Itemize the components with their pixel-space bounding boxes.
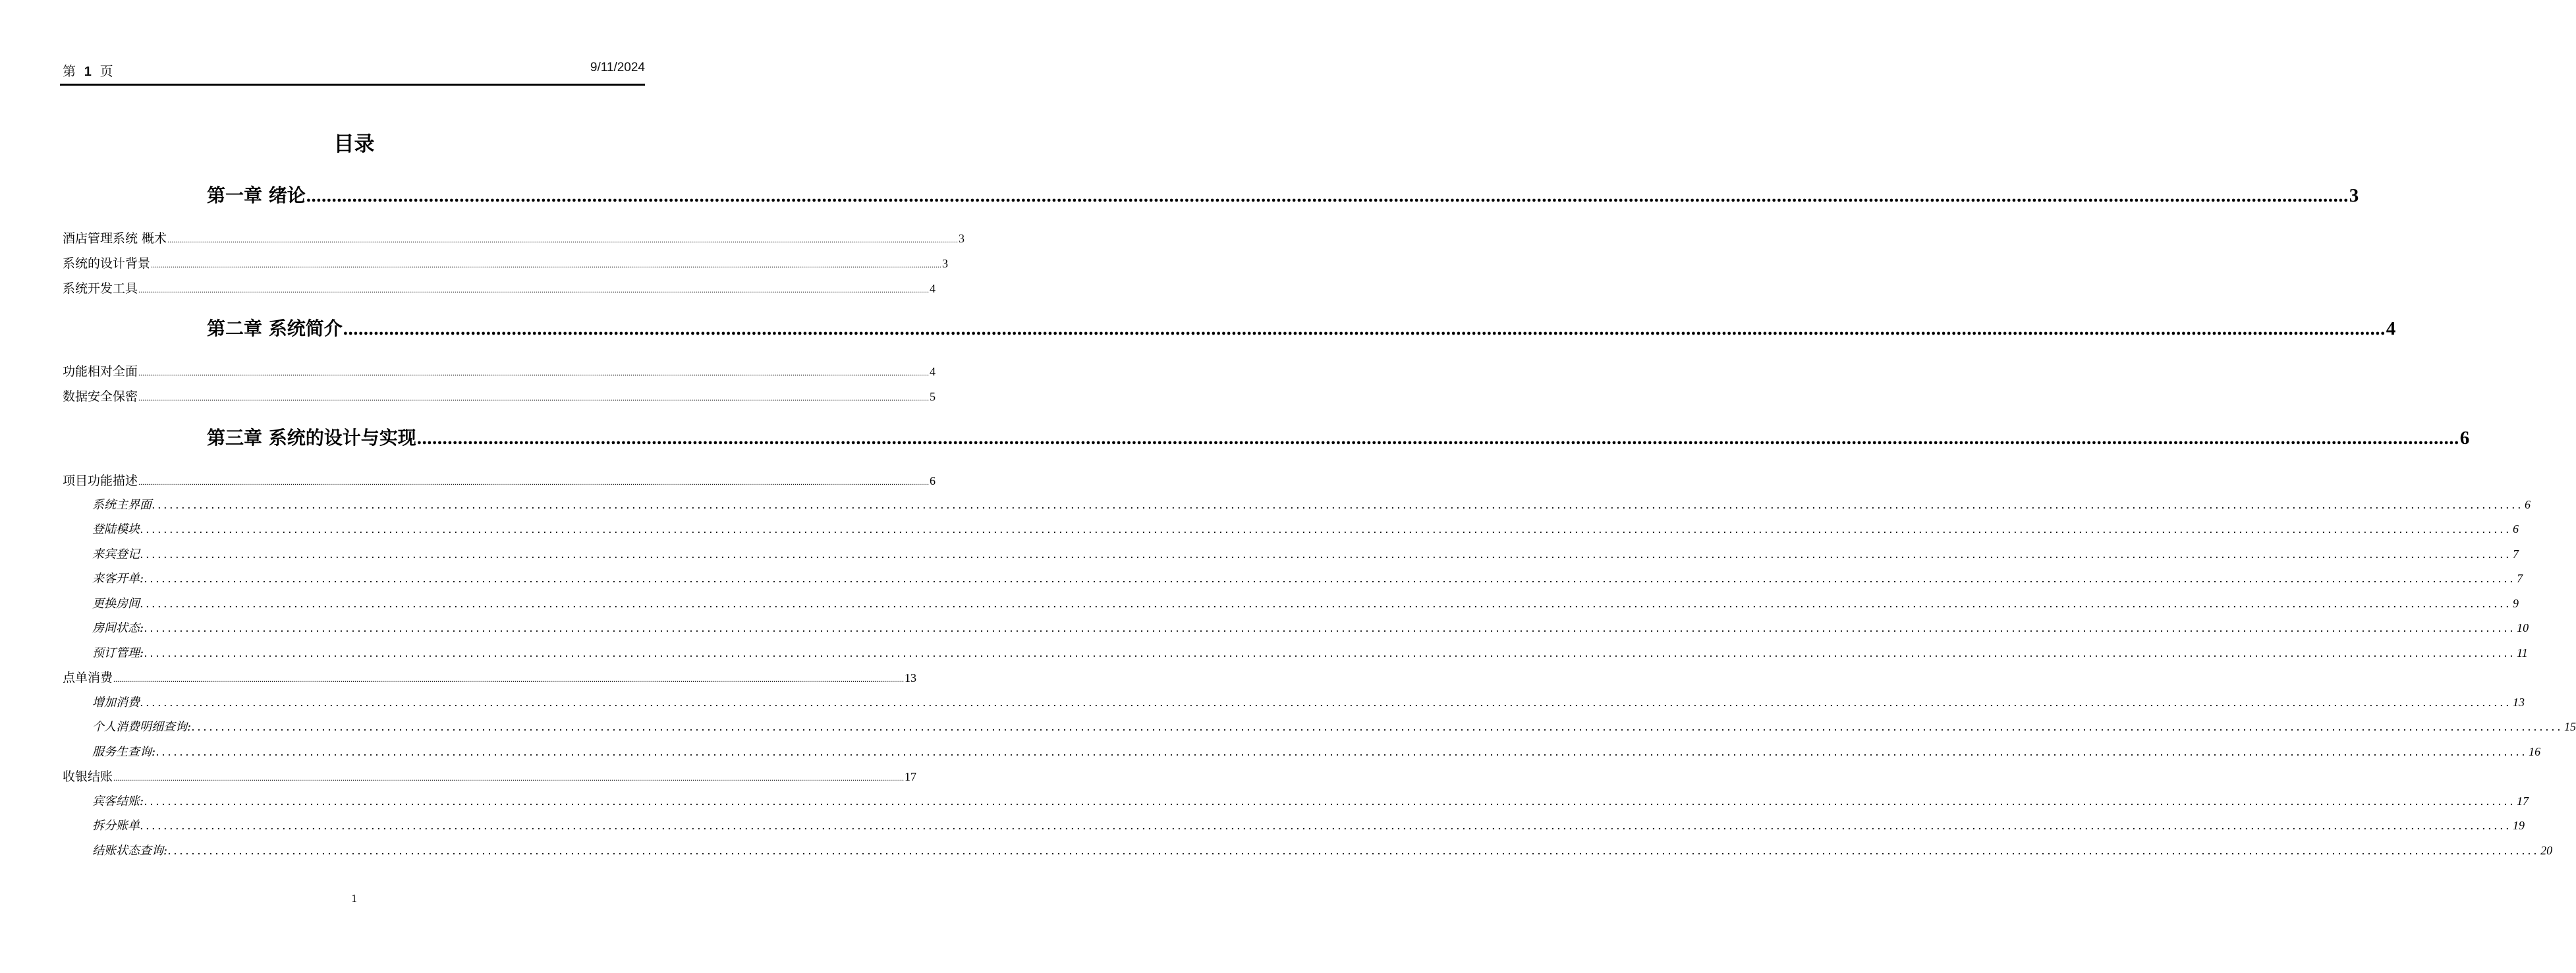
toc-entry-page: 4	[2386, 318, 2396, 339]
toc-entry-subsection[interactable]	[92, 816, 2525, 833]
toc-entry-subsection[interactable]	[92, 644, 2528, 661]
toc-entry-label: 第三章 系统的设计与实现	[207, 427, 416, 449]
header-page-number: 1	[84, 65, 92, 79]
toc-dot-leader: ................................................................................................................................................................................................................................................................................................................................................................................................................	[140, 547, 2512, 561]
toc-entry-subsection[interactable]	[92, 520, 2519, 537]
toc-entry-subsection[interactable]	[92, 693, 2525, 710]
toc-entry-label: 第一章 绪论	[207, 184, 306, 206]
toc-dot-leader: ................................................................................................................................................................................................................................................................................................................................................................................................................	[140, 522, 2512, 536]
toc-entry-label: 项目功能描述	[63, 474, 138, 488]
toc-entry-label: 拆分账单	[92, 819, 140, 833]
toc-dot-leader: ................................................................................................................................................................................................................................................................................................................................................................................................................	[156, 745, 2529, 758]
toc-entry-section[interactable]	[63, 229, 965, 246]
header-page-suffix: 页	[99, 63, 113, 79]
toc-entry-page: 15	[2564, 720, 2576, 733]
header-date: 9/11/2024	[590, 61, 645, 74]
toc-entry-label: 来客开单:	[92, 572, 144, 586]
toc-entry-label: 宾客结账:	[92, 794, 144, 808]
toc-dot-leader: ................................................................................................................................................................................................................................................................................................................................................................................................................	[192, 720, 2564, 733]
toc-entry-page: 19	[2513, 819, 2525, 832]
toc-dot-leader: ................................................................................................................................................................................................................................................................................................................................................................................................................	[144, 646, 2517, 659]
toc-entry-subsection[interactable]	[92, 545, 2519, 562]
toc-entry-label: 系统开发工具	[63, 281, 138, 296]
toc-entry-page: 16	[2529, 745, 2541, 758]
toc-entry-chapter[interactable]	[207, 424, 2470, 450]
toc-entry-subsection[interactable]	[92, 742, 2541, 760]
toc-title: 目录	[333, 132, 375, 156]
toc-entry-label: 功能相对全面	[63, 364, 138, 379]
toc-dot-leader: ................................................................................................................................................................................................................................................................................................................................................................................................................	[138, 368, 930, 377]
toc-entry-subsection[interactable]	[92, 841, 2553, 858]
toc-dot-leader: ................................................................................................................................................................................................................................................................................................................................................................................................................	[144, 794, 2517, 808]
toc-entry-label: 房间状态:	[92, 621, 144, 635]
toc-entry-page: 4	[930, 282, 936, 295]
toc-entry-label: 个人消费明细查询:	[92, 720, 192, 734]
toc-dot-leader: ................................................................................................................................................................................................................................................................................................................................................................................................................	[152, 498, 2524, 511]
toc-entry-page: 13	[2513, 696, 2525, 709]
toc-entry-page: 7	[2517, 572, 2523, 585]
toc-entry-subsection[interactable]	[92, 495, 2531, 513]
toc-entry-label: 酒店管理系统 概术	[63, 231, 167, 246]
toc-dot-leader: ................................................................................................................................................................................................................................................................................................................................................................................................................	[144, 621, 2517, 634]
toc-entry-section[interactable]	[63, 279, 936, 296]
toc-entry-chapter[interactable]	[207, 314, 2396, 341]
toc-entry-subsection[interactable]	[92, 717, 2576, 735]
toc-dot-leader: ................................................................................................................................................................................................................................................................................................................................................................................................................	[151, 260, 942, 269]
toc-entry-subsection[interactable]	[92, 619, 2529, 636]
toc-entry-label: 来宾登记	[92, 547, 140, 561]
toc-dot-leader: ................................................................................................................................................................................................................................................................................................................................................................................................................	[140, 819, 2512, 832]
header-page-prefix: 第	[63, 63, 76, 79]
toc-dot-leader: ................................................................................................................................................................................................................................................................................................................................................................................................................	[138, 478, 930, 487]
toc-entry-page: 7	[2513, 547, 2519, 561]
toc-dot-leader: ................................................................................................................................................................................................................................................................................................................................................................................................................	[168, 844, 2540, 857]
toc-dot-leader: ................................................................................................................................................................................................................................................................................................................................................................................................................	[138, 393, 930, 403]
toc-entry-page: 6	[2513, 522, 2519, 536]
toc-dot-leader: ................................................................................................................................................................................................................................................................................................................................................................................................................	[140, 597, 2512, 610]
toc-entry-label: 更换房间	[92, 597, 140, 611]
header-rule	[60, 84, 645, 86]
toc-entry-label: 服务生查询:	[92, 745, 156, 759]
toc-dot-leader: ................................................................................................................................................................................................................................................................................................................................................................................................................	[144, 572, 2517, 585]
toc-dot-leader: ................................................................................................................................................................................................................................................................................................................................................................................................................	[306, 185, 2349, 206]
toc-entry-label: 系统的设计背景	[63, 256, 151, 271]
toc-entry-page: 4	[930, 365, 936, 378]
toc-entry-section[interactable]	[63, 767, 917, 785]
header-page-indicator	[63, 61, 113, 80]
toc-dot-leader: ................................................................................................................................................................................................................................................................................................................................................................................................................	[113, 675, 905, 684]
toc-dot-leader: ................................................................................................................................................................................................................................................................................................................................................................................................................	[343, 318, 2386, 339]
toc-entry-page: 9	[2513, 597, 2519, 610]
toc-entry-label: 点单消费	[63, 671, 113, 685]
toc-entry-page: 3	[2349, 185, 2359, 206]
toc-entry-subsection[interactable]	[92, 792, 2529, 809]
toc-entry-section[interactable]	[63, 254, 949, 271]
toc-entry-label: 预订管理:	[92, 646, 144, 660]
toc-entry-section[interactable]	[63, 668, 917, 686]
toc-entry-page: 11	[2517, 646, 2528, 659]
toc-entry-label: 登陆模块	[92, 522, 140, 536]
toc-entry-label: 数据安全保密	[63, 389, 138, 404]
toc-entry-subsection[interactable]	[92, 569, 2523, 586]
toc-entry-page: 13	[905, 671, 917, 684]
toc-entry-label: 增加消费	[92, 696, 140, 709]
toc-entry-section[interactable]	[63, 387, 936, 404]
toc-entry-section[interactable]	[63, 362, 936, 379]
toc-dot-leader: ................................................................................................................................................................................................................................................................................................................................................................................................................	[140, 696, 2512, 709]
toc-entry-label: 收银结账	[63, 769, 113, 784]
toc-entry-page: 6	[2459, 428, 2470, 449]
toc-entry-page: 20	[2540, 844, 2553, 857]
toc-entry-subsection[interactable]	[92, 594, 2519, 611]
toc-entry-label: 系统主界面	[92, 498, 152, 512]
toc-entry-page: 3	[959, 232, 965, 245]
toc-entry-page: 17	[905, 770, 917, 783]
toc-entry-page: 6	[930, 474, 936, 487]
toc-entry-page: 3	[942, 257, 949, 270]
toc-entry-page: 5	[930, 390, 936, 403]
toc-entry-label: 结账状态查询:	[92, 844, 168, 858]
toc-dot-leader: ................................................................................................................................................................................................................................................................................................................................................................................................................	[167, 235, 959, 244]
toc-entry-page: 6	[2525, 498, 2531, 511]
page-footer-number: 1	[351, 892, 357, 904]
toc-entry-label: 第二章 系统简介	[207, 318, 343, 339]
toc-entry-chapter[interactable]	[207, 181, 2359, 208]
page-header	[61, 58, 645, 78]
toc-entry-page: 17	[2517, 794, 2529, 808]
toc-entry-section[interactable]	[63, 471, 936, 489]
toc-dot-leader: ................................................................................................................................................................................................................................................................................................................................................................................................................	[138, 285, 930, 294]
toc-entry-page: 10	[2517, 621, 2529, 634]
toc-dot-leader: ................................................................................................................................................................................................................................................................................................................................................................................................................	[416, 428, 2459, 449]
toc-dot-leader: ................................................................................................................................................................................................................................................................................................................................................................................................................	[113, 773, 905, 783]
